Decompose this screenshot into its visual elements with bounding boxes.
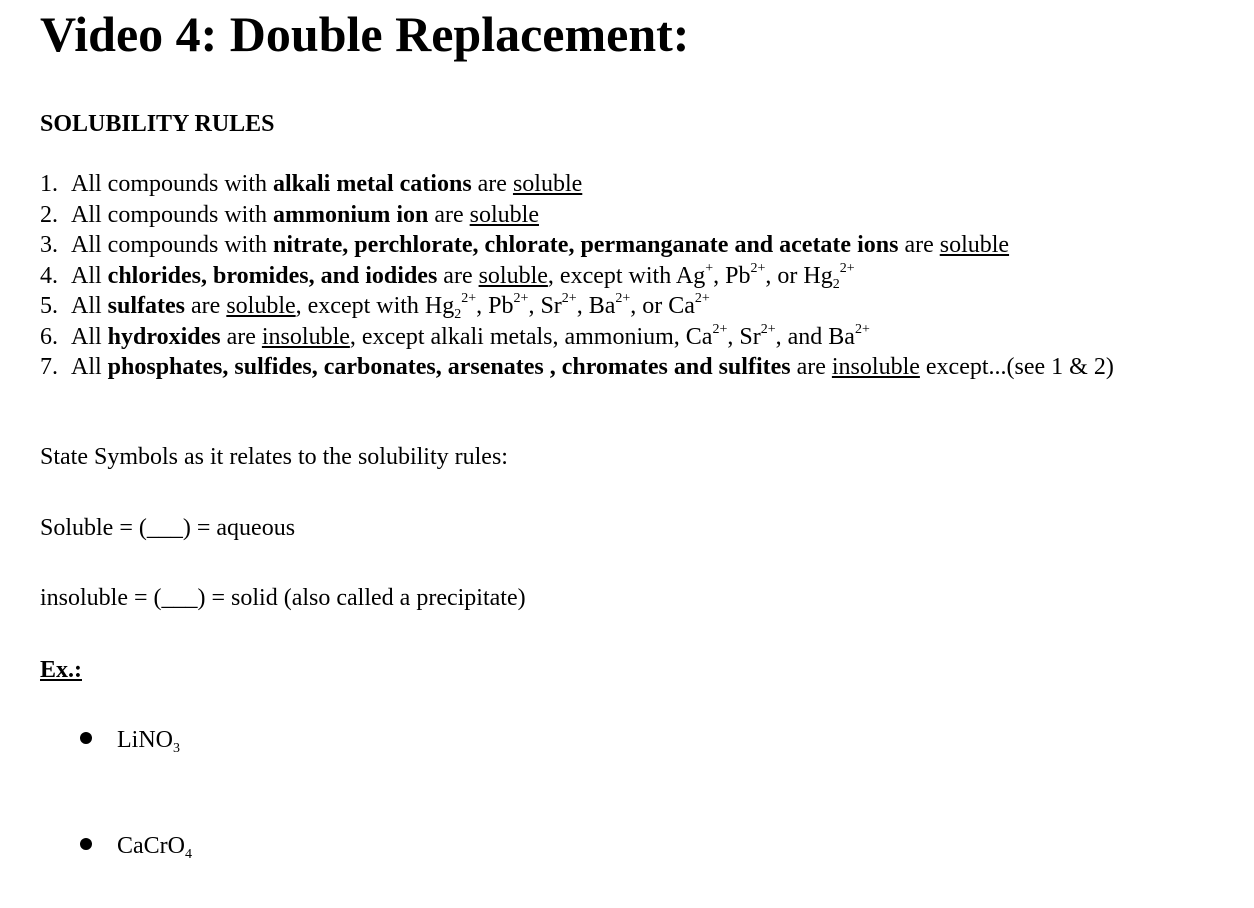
- rule-text: All: [71, 354, 108, 380]
- rule-keyword: hydroxides: [107, 323, 221, 350]
- rule-exception: except...(see 1 & 2): [919, 354, 1114, 380]
- rule-number: 5.: [40, 293, 58, 319]
- rule-item-4: [40, 261, 1220, 292]
- rule-solubility: soluble: [512, 171, 583, 197]
- rule-number: 1.: [40, 171, 58, 197]
- rule-exception: , Pb: [476, 293, 514, 319]
- rule-exception: , Ba: [576, 293, 616, 319]
- rule-text: are: [437, 262, 479, 289]
- rule-solubility: soluble: [939, 232, 1010, 258]
- rule-number: 2.: [40, 201, 58, 228]
- rule-item-7: [40, 352, 1220, 383]
- rule-text: All compounds with: [71, 232, 273, 258]
- rule-solubility: soluble: [478, 262, 548, 289]
- rule-keyword: ammonium ion: [273, 201, 429, 228]
- rule-keyword: sulfates: [107, 293, 186, 319]
- rule-keyword: chlorides, bromides, and iodides: [107, 262, 438, 289]
- insoluble-state-line: insoluble = (___) = solid (also called a precipitate): [40, 585, 526, 611]
- rule-exception: , or Ca: [630, 293, 695, 319]
- rule-exception: , Pb: [713, 262, 751, 289]
- rule-text: are: [471, 171, 513, 197]
- examples-label: Ex.:: [40, 657, 82, 683]
- formula-subscript: 3: [173, 741, 180, 756]
- example-formula: CaCrO: [117, 833, 185, 859]
- ion-charge: 2+: [694, 291, 710, 306]
- rule-item-6: [40, 322, 1220, 353]
- rule-number: 6.: [40, 323, 58, 350]
- rule-item-2: [40, 200, 1220, 231]
- rule-text: All compounds with: [71, 201, 273, 228]
- example-formula: LiNO: [117, 727, 173, 753]
- rule-text: All compounds with: [71, 171, 273, 197]
- rule-text: All: [71, 293, 108, 319]
- ion-charge: 2+: [712, 321, 728, 337]
- solubility-rules-list: [40, 169, 1220, 383]
- rule-exception: , Sr: [727, 323, 761, 350]
- page-title: Video 4: Double Replacement:: [40, 6, 690, 62]
- rule-keyword: alkali metal cations: [273, 171, 472, 197]
- rule-exception: , or Hg: [765, 262, 833, 289]
- state-symbols-heading: State Symbols as it relates to the solubility rules:: [40, 444, 508, 470]
- rule-item-1: [40, 169, 1220, 200]
- rule-exception: , Sr: [528, 293, 562, 319]
- rule-text: are: [898, 232, 940, 258]
- rule-solubility: soluble: [469, 201, 539, 228]
- rule-exception: , except with Ag: [547, 262, 706, 289]
- section-heading: SOLUBILITY RULES: [40, 111, 275, 137]
- ion-charge: 2+: [461, 291, 477, 306]
- rule-text: are: [790, 354, 832, 380]
- bullet-icon: [80, 732, 92, 744]
- rule-keyword: phosphates, sulfides, carbonates, arsenates , chromates and sulfites: [107, 354, 791, 380]
- rule-text: are: [185, 293, 227, 319]
- rule-text: All: [71, 323, 108, 350]
- rule-solubility: insoluble: [261, 323, 350, 350]
- rule-number: 3.: [40, 232, 58, 258]
- rule-item-3: [40, 230, 1220, 261]
- rule-exception: , except with Hg: [295, 293, 455, 319]
- ion-subscript: 2: [454, 307, 462, 322]
- rule-solubility: insoluble: [831, 354, 920, 380]
- ion-charge: 2+: [513, 291, 529, 306]
- bullet-icon: [80, 838, 92, 850]
- ion-subscript: 2: [832, 276, 840, 292]
- rule-text: All: [71, 262, 108, 289]
- rule-exception: , except alkali metals, ammonium, Ca: [349, 323, 713, 350]
- rule-solubility: soluble: [226, 293, 296, 319]
- rule-text: are: [220, 323, 262, 350]
- ion-charge: 2+: [839, 260, 855, 276]
- ion-charge: 2+: [561, 291, 577, 306]
- rule-number: 4.: [40, 262, 58, 289]
- ion-charge: +: [705, 260, 714, 276]
- ion-charge: 2+: [615, 291, 631, 306]
- ion-charge: 2+: [750, 260, 766, 276]
- example-item: [80, 831, 192, 861]
- rule-exception: , and Ba: [775, 323, 855, 350]
- soluble-state-line: Soluble = (___) = aqueous: [40, 515, 296, 541]
- ion-charge: 2+: [760, 321, 776, 337]
- rule-text: are: [428, 201, 470, 228]
- rule-item-5: [40, 291, 1220, 322]
- ion-charge: 2+: [854, 321, 870, 337]
- rule-keyword: nitrate, perchlorate, chlorate, permanganate and acetate ions: [273, 232, 899, 258]
- example-item: [80, 725, 180, 755]
- rule-number: 7.: [40, 354, 58, 380]
- formula-subscript: 4: [185, 847, 192, 862]
